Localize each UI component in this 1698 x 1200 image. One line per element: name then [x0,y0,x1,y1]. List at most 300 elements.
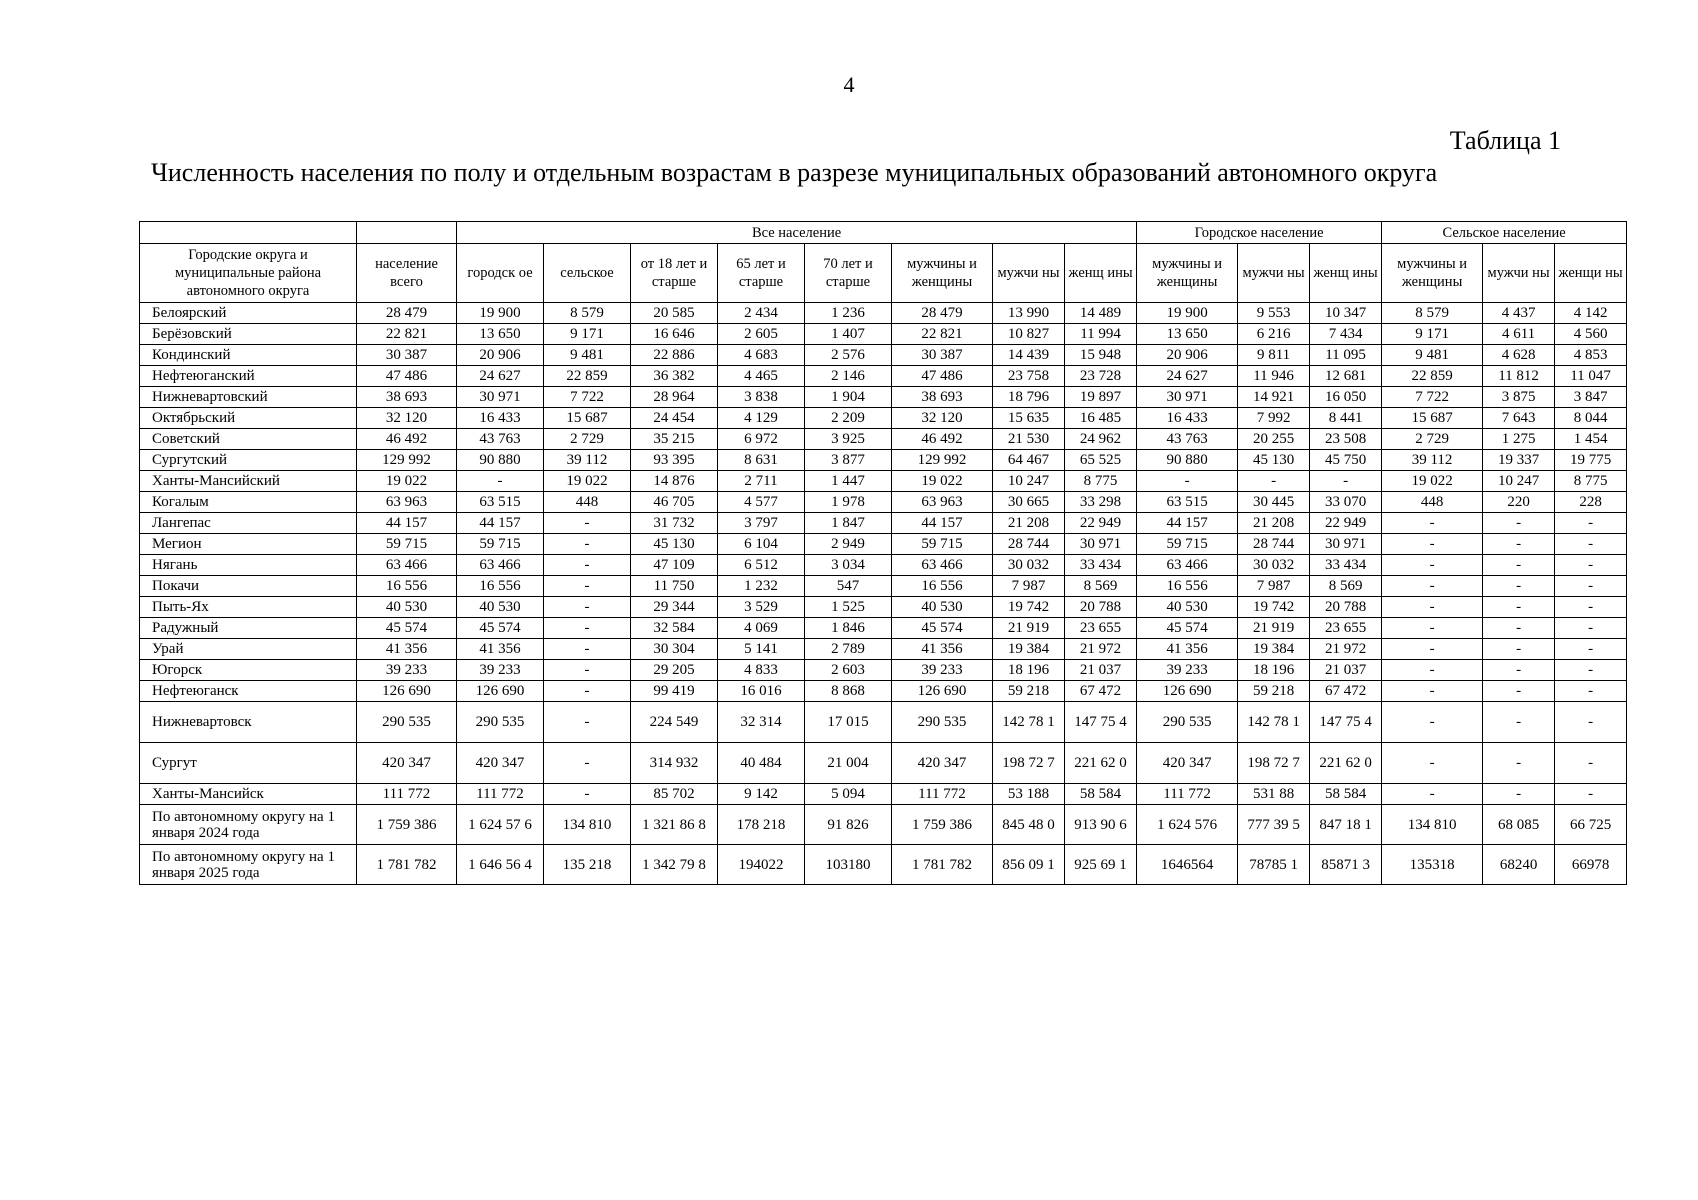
table-cell: 7 992 [1238,408,1310,429]
row-municipality-name: Кондинский [140,345,357,366]
table-cell: 32 120 [892,408,993,429]
table-cell: 1 447 [805,471,892,492]
table-cell: 19 742 [993,597,1065,618]
table-cell: 63 515 [1137,492,1238,513]
table-cell: 47 109 [631,555,718,576]
table-cell: 10 247 [1483,471,1555,492]
table-cell: 22 886 [631,345,718,366]
table-cell: 178 218 [718,805,805,845]
table-cell: 4 833 [718,660,805,681]
table-cell: 3 529 [718,597,805,618]
table-cell: 111 772 [1137,784,1238,805]
table-cell: 59 715 [457,534,544,555]
table-cell: 7 722 [1382,387,1483,408]
table-cell: 4 129 [718,408,805,429]
table-cell: 32 314 [718,702,805,743]
table-cell: - [1483,576,1555,597]
row-municipality-name: Белоярский [140,303,357,324]
column-header-rural-both-sexes: мужчины и женщины [1382,244,1483,303]
table-cell: 46 492 [892,429,993,450]
table-cell: 45 574 [1137,618,1238,639]
table-cell: 1 781 782 [892,845,993,885]
group-header-rural: Сельское население [1382,222,1627,244]
table-cell: 111 772 [892,784,993,805]
table-cell: - [1555,660,1627,681]
table-cell: 19 337 [1483,450,1555,471]
row-municipality-name: Лангепас [140,513,357,534]
table-cell: 91 826 [805,805,892,845]
table-cell: 224 549 [631,702,718,743]
table-cell: 135318 [1382,845,1483,885]
table-cell: 1 342 79 8 [631,845,718,885]
table-cell: 6 512 [718,555,805,576]
table-cell: 10 247 [993,471,1065,492]
table-cell: - [1483,618,1555,639]
table-cell: - [1555,576,1627,597]
table-cell: 547 [805,576,892,597]
table-cell: 2 605 [718,324,805,345]
table-cell: 30 971 [1310,534,1382,555]
table-cell: 63 466 [357,555,457,576]
table-cell: 63 963 [357,492,457,513]
table-cell: 36 382 [631,366,718,387]
table-cell: 4 628 [1483,345,1555,366]
table-cell: 16 485 [1065,408,1137,429]
table-cell: 11 946 [1238,366,1310,387]
table-cell: 1 454 [1555,429,1627,450]
table-cell: - [1555,534,1627,555]
table-cell: 8 579 [1382,303,1483,324]
table-row [140,492,1627,513]
table-cell: - [1555,681,1627,702]
column-header-65-plus: 65 лет и старше [718,244,805,303]
table-cell: 17 015 [805,702,892,743]
table-cell: 18 796 [993,387,1065,408]
table-cell: - [1483,639,1555,660]
table-cell: 314 932 [631,743,718,784]
table-cell: - [1555,555,1627,576]
table-cell: 38 693 [892,387,993,408]
table-cell: 99 419 [631,681,718,702]
table-cell: 20 788 [1310,597,1382,618]
table-cell: 44 157 [457,513,544,534]
table-cell: 5 094 [805,784,892,805]
table-cell: 221 62 0 [1310,743,1382,784]
table-cell: 4 560 [1555,324,1627,345]
table-cell: 30 032 [993,555,1065,576]
table-cell: 29 205 [631,660,718,681]
table-cell: 59 715 [1137,534,1238,555]
table-cell: 7 987 [993,576,1065,597]
table-cell: 19 742 [1238,597,1310,618]
table-cell: 20 906 [457,345,544,366]
table-cell: 67 472 [1310,681,1382,702]
table-cell: - [1555,702,1627,743]
table-cell: 8 441 [1310,408,1382,429]
column-header-rural: сельское [544,244,631,303]
table-cell: 18 196 [1238,660,1310,681]
table-cell: 8 044 [1555,408,1627,429]
row-municipality-name: Нижневартовск [140,702,357,743]
table-cell: - [1483,681,1555,702]
table-cell: 19 022 [544,471,631,492]
table-cell: 64 467 [993,450,1065,471]
table-cell: 41 356 [357,639,457,660]
row-municipality-name: Мегион [140,534,357,555]
table-row [140,845,1627,885]
table-cell: - [1555,597,1627,618]
table-cell: 22 821 [892,324,993,345]
column-header-urban: городск ое [457,244,544,303]
table-cell: - [1483,534,1555,555]
table-cell: 1 624 576 [1137,805,1238,845]
table-row [140,513,1627,534]
table-cell: 16 016 [718,681,805,702]
table-cell: 134 810 [544,805,631,845]
table-row [140,597,1627,618]
table-cell: 38 693 [357,387,457,408]
table-cell: 19 384 [1238,639,1310,660]
table-cell: 7 643 [1483,408,1555,429]
table-cell: 40 484 [718,743,805,784]
table-cell: 44 157 [1137,513,1238,534]
group-header-all: Все население [457,222,1137,244]
table-cell: 24 627 [457,366,544,387]
table-cell: 30 304 [631,639,718,660]
table-cell: 19 900 [1137,303,1238,324]
table-cell: 847 18 1 [1310,805,1382,845]
table-cell: 63 963 [892,492,993,513]
table-cell: 6 104 [718,534,805,555]
column-header-rural-women: женщи ны [1555,244,1627,303]
table-title: Численность населения по полу и отдельным возрастам в разрезе муниципальных образований автономного округа [151,158,1438,187]
table-row [140,743,1627,784]
table-cell: 33 434 [1065,555,1137,576]
table-cell: 45 574 [457,618,544,639]
table-cell: 9 811 [1238,345,1310,366]
table-cell: 103180 [805,845,892,885]
table-cell: 20 585 [631,303,718,324]
table-cell: 45 574 [892,618,993,639]
table-cell: - [1137,471,1238,492]
table-cell: 8 868 [805,681,892,702]
table-cell: - [544,660,631,681]
table-cell: 19 775 [1555,450,1627,471]
table-cell: - [544,639,631,660]
table-cell: 1646564 [1137,845,1238,885]
table-cell: 111 772 [457,784,544,805]
table-cell: 65 525 [1065,450,1137,471]
table-cell: - [1382,534,1483,555]
table-cell: 2 434 [718,303,805,324]
table-cell: 16 433 [457,408,544,429]
row-municipality-name: Нижневартовский [140,387,357,408]
table-row [140,303,1627,324]
table-cell: 46 492 [357,429,457,450]
table-cell: 1 759 386 [892,805,993,845]
table-cell: 19 022 [1382,471,1483,492]
table-cell: 10 347 [1310,303,1382,324]
table-cell: 68240 [1483,845,1555,885]
row-municipality-name: Берёзовский [140,324,357,345]
table-cell: 16 050 [1310,387,1382,408]
table-cell: 290 535 [357,702,457,743]
table-cell: 420 347 [457,743,544,784]
table-cell: 7 434 [1310,324,1382,345]
table-cell: 45 574 [357,618,457,639]
table-cell: 126 690 [457,681,544,702]
table-cell: 129 992 [892,450,993,471]
table-row [140,534,1627,555]
table-cell: 1 525 [805,597,892,618]
table-cell: 63 466 [457,555,544,576]
column-header-urban-both-sexes: мужчины и женщины [1137,244,1238,303]
table-row [140,702,1627,743]
table-cell: 925 69 1 [1065,845,1137,885]
column-header-all-women: женщ ины [1065,244,1137,303]
table-cell: 4 437 [1483,303,1555,324]
table-cell: 6 972 [718,429,805,450]
table-cell: 1 978 [805,492,892,513]
table-cell: 53 188 [993,784,1065,805]
table-cell: 448 [1382,492,1483,513]
table-cell: 22 859 [544,366,631,387]
table-cell: - [1483,743,1555,784]
table-cell: 11 047 [1555,366,1627,387]
table-cell: 4 611 [1483,324,1555,345]
table-cell: 21 208 [1238,513,1310,534]
table-row [140,324,1627,345]
table-cell: 1 904 [805,387,892,408]
table-cell: 10 827 [993,324,1065,345]
row-municipality-name: Когалым [140,492,357,513]
table-row [140,618,1627,639]
table-cell: - [1382,743,1483,784]
table-cell: 531 88 [1238,784,1310,805]
table-cell: 39 112 [1382,450,1483,471]
table-cell: 45 750 [1310,450,1382,471]
table-cell: 29 344 [631,597,718,618]
column-header-total: население всего [357,244,457,303]
table-cell: - [1382,784,1483,805]
table-cell: 5 141 [718,639,805,660]
table-cell: 43 763 [1137,429,1238,450]
table-cell: 147 75 4 [1310,702,1382,743]
table-cell: 90 880 [457,450,544,471]
table-cell: 23 655 [1065,618,1137,639]
table-cell: 290 535 [1137,702,1238,743]
table-cell: 21 037 [1065,660,1137,681]
table-cell: 15 948 [1065,345,1137,366]
table-cell: 1 646 56 4 [457,845,544,885]
table-cell: 20 788 [1065,597,1137,618]
table-cell: 19 384 [993,639,1065,660]
table-cell: - [1483,784,1555,805]
table-cell: 16 556 [457,576,544,597]
table-cell: 21 919 [993,618,1065,639]
table-cell: 41 356 [457,639,544,660]
table-cell: - [544,513,631,534]
table-row [140,555,1627,576]
table-cell: - [544,618,631,639]
table-cell: 147 75 4 [1065,702,1137,743]
table-cell: 13 990 [993,303,1065,324]
table-cell: - [544,555,631,576]
table-cell: 59 715 [357,534,457,555]
table-cell: 6 216 [1238,324,1310,345]
table-cell: 14 876 [631,471,718,492]
table-cell: 39 233 [357,660,457,681]
table-cell: - [1382,702,1483,743]
table-cell: 228 [1555,492,1627,513]
table-cell: 78785 1 [1238,845,1310,885]
table-row [140,784,1627,805]
row-municipality-name: Сургут [140,743,357,784]
table-cell: - [1382,660,1483,681]
row-municipality-name: Сургутский [140,450,357,471]
table-cell: 45 130 [1238,450,1310,471]
table-cell: 198 72 7 [1238,743,1310,784]
table-row [140,366,1627,387]
table-cell: 39 233 [457,660,544,681]
table-cell: 21 972 [1310,639,1382,660]
table-cell: 9 171 [544,324,631,345]
row-municipality-name: Нефтеюганский [140,366,357,387]
table-cell: 290 535 [457,702,544,743]
row-municipality-name: По автономному округу на 1 января 2025 года [140,845,357,885]
table-cell: - [1555,639,1627,660]
row-municipality-name: Покачи [140,576,357,597]
table-row [140,660,1627,681]
table-cell: - [457,471,544,492]
table-cell: 28 479 [892,303,993,324]
table-label: Таблица 1 [1449,126,1561,155]
table-cell: 63 466 [892,555,993,576]
table-cell: 14 439 [993,345,1065,366]
table-row [140,345,1627,366]
table-cell: 11 812 [1483,366,1555,387]
table-cell: 39 112 [544,450,631,471]
table-cell: - [1382,597,1483,618]
table-cell: 1 407 [805,324,892,345]
table-cell: - [1483,702,1555,743]
table-cell: 3 925 [805,429,892,450]
table-cell: 44 157 [892,513,993,534]
table-cell: 4 577 [718,492,805,513]
row-municipality-name: Ханты-Мансийск [140,784,357,805]
table-cell: 2 603 [805,660,892,681]
group-header-urban: Городское население [1137,222,1382,244]
table-cell: 24 962 [1065,429,1137,450]
table-cell: 3 847 [1555,387,1627,408]
table-cell: 1 236 [805,303,892,324]
table-cell: 40 530 [1137,597,1238,618]
table-cell: 4 465 [718,366,805,387]
table-cell: 2 729 [1382,429,1483,450]
column-header-70-plus: 70 лет и старше [805,244,892,303]
table-cell: 18 196 [993,660,1065,681]
table-cell: 85 702 [631,784,718,805]
table-cell: 290 535 [892,702,993,743]
table-cell: 67 472 [1065,681,1137,702]
table-row [140,576,1627,597]
table-cell: 24 454 [631,408,718,429]
column-header-row [140,244,1627,303]
table-cell: 2 209 [805,408,892,429]
table-cell: 33 434 [1310,555,1382,576]
table-cell: 31 732 [631,513,718,534]
table-cell: 21 972 [1065,639,1137,660]
table-cell: 47 486 [892,366,993,387]
table-cell: 7 722 [544,387,631,408]
table-cell: 47 486 [357,366,457,387]
table-cell: - [544,534,631,555]
table-cell: - [1382,639,1483,660]
row-municipality-name: Югорск [140,660,357,681]
column-header-all-both-sexes: мужчины и женщины [892,244,993,303]
table-cell: - [1555,618,1627,639]
table-row [140,805,1627,845]
table-row [140,429,1627,450]
table-cell: 15 687 [1382,408,1483,429]
table-cell: 1 624 57 6 [457,805,544,845]
population-table [139,221,1627,885]
table-cell: 1 759 386 [357,805,457,845]
table-row [140,387,1627,408]
table-cell: 194022 [718,845,805,885]
header-empty-cell [140,222,357,244]
table-cell: 28 964 [631,387,718,408]
table-body [140,303,1627,885]
table-cell: 142 78 1 [1238,702,1310,743]
table-cell: 16 556 [357,576,457,597]
table-cell: 20 255 [1238,429,1310,450]
table-cell: 2 789 [805,639,892,660]
table-cell: 4 683 [718,345,805,366]
table-cell: 3 838 [718,387,805,408]
table-cell: 135 218 [544,845,631,885]
table-cell: 33 070 [1310,492,1382,513]
page-number: 4 [843,72,855,97]
table-cell: 8 631 [718,450,805,471]
table-cell: 63 515 [457,492,544,513]
table-cell: - [1483,597,1555,618]
table-cell: 16 556 [1137,576,1238,597]
table-cell: 23 655 [1310,618,1382,639]
table-cell: 14 921 [1238,387,1310,408]
table-cell: 3 034 [805,555,892,576]
table-cell: 30 971 [1137,387,1238,408]
table-cell: 21 919 [1238,618,1310,639]
row-municipality-name: По автономному округу на 1 января 2024 года [140,805,357,845]
table-row [140,639,1627,660]
table-cell: 16 646 [631,324,718,345]
table-cell: 21 530 [993,429,1065,450]
table-cell: 1 232 [718,576,805,597]
column-header-urban-women: женщ ины [1310,244,1382,303]
table-cell: 22 949 [1065,513,1137,534]
table-cell: - [1483,660,1555,681]
table-cell: 12 681 [1310,366,1382,387]
table-cell: 45 130 [631,534,718,555]
table-cell: 59 218 [1238,681,1310,702]
group-header-row [140,222,1627,244]
table-cell: 22 859 [1382,366,1483,387]
table-cell: - [1555,743,1627,784]
table-cell: 23 728 [1065,366,1137,387]
row-municipality-name: Советский [140,429,357,450]
table-row [140,681,1627,702]
